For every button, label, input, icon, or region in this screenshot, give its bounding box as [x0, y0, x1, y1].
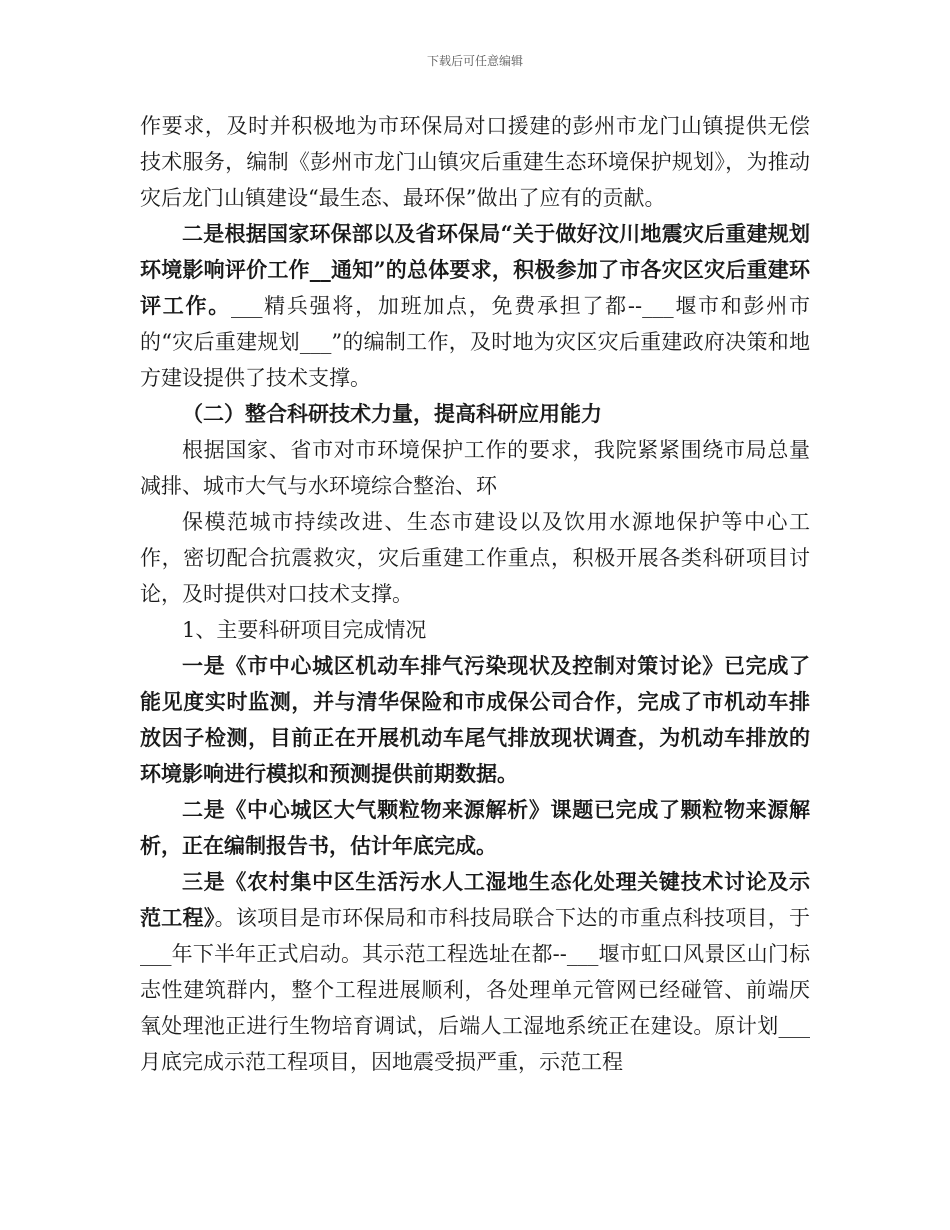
- paragraph-7: [140, 864, 810, 1080]
- paragraph-7-text: 。该项目是市环保局和市科技局联合下达的市重点科技项目，于___年下半年正式启动。其示范工程选址在都--___堰市虹口风景区山门标志性建筑群内，整个工程进展顺利，各处理单元管网已经碰管、前端厌氧处理池正进行生物培育调试，后端人工湿地系统正在建设。原计划___月底完成示范工程项目，因地震受损严重，示范工程: [140, 906, 811, 1074]
- paragraph-2-text: ___精兵强将，加班加点，免费承担了都--___堰市和彭州市的“灾后重建规划___”的编制工作，及时地为灾区灾后重建政府决策和地方建设提供了技术支撑。: [140, 294, 810, 390]
- subsection-heading: 1、主要科研项目完成情况: [182, 618, 427, 642]
- document-body: [140, 108, 810, 1080]
- paragraph-3: 根据国家、省市对市环境保护工作的要求，我院紧紧围绕市局总量减排、城市大气与水环境综合整治、环: [140, 438, 810, 498]
- paragraph-1: [140, 108, 810, 216]
- paragraph-1-text: 作要求，及时并积极地为市环保局对口援建的彭州市龙门山镇提供无偿技术服务，编制《彭州市龙门山镇灾后重建生态环境保护规划》，为推动灾后龙门山镇建设“最生态、最环保”做出了应有的贡献。: [140, 114, 810, 210]
- section-heading: （二）整合科研技术力量，提高科研应用能力: [182, 401, 602, 426]
- paragraph-6: 二是《中心城区大气颗粒物来源解析》课题已完成了颗粒物来源解析，正在编制报告书，估计年底完成。: [140, 797, 810, 858]
- paragraph-7-bold-text: 三是《农村集中区生活污水人工湿地生态化处理关键技术讨论及示范工程》: [140, 869, 810, 930]
- paragraph-5: 一是《市中心城区机动车排气污染现状及控制对策讨论》已完成了能见度实时监测，并与清华保险和市成保公司合作，完成了市机动车排放因子检测，目前正在开展机动车尾气排放现状调查，为机动车排放的环境影响进行模拟和预测提供前期数据。: [140, 653, 810, 786]
- paragraph-4: 保模范城市持续改进、生态市建设以及饮用水源地保护等中心工作，密切配合抗震救灾，灾后重建工作重点，积极开展各类科研项目讨论，及时提供对口技术支撑。: [140, 510, 810, 606]
- paragraph-2: [140, 216, 810, 396]
- paragraph-2-bold-text: 二是根据国家环保部以及省环保局“关于做好汶川地震灾后重建规划环境影响评价工作__通知”的总体要求，积极参加了市各灾区灾后重建环评工作。: [140, 221, 810, 318]
- page-header: 下载后可任意编辑: [426, 54, 523, 68]
